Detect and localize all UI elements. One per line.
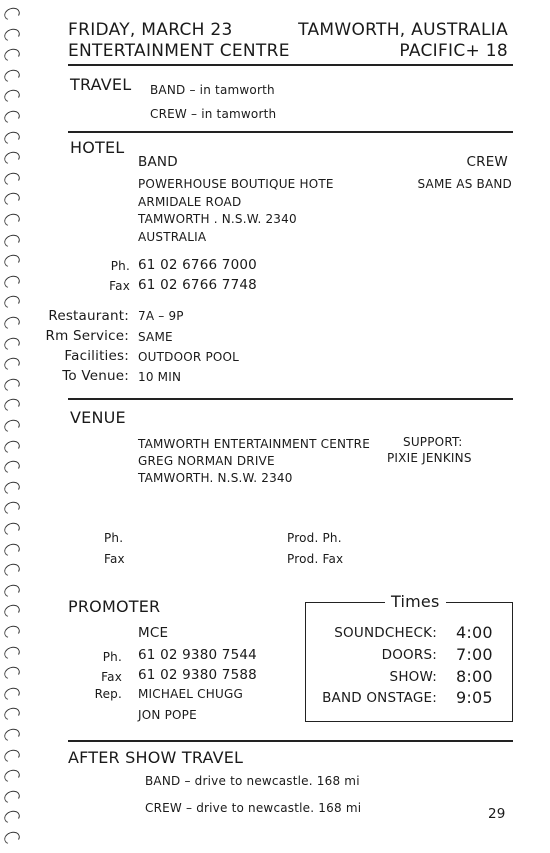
binding-ring — [2, 88, 21, 105]
hotel-detail-value: OUTDOOR POOL — [138, 350, 240, 364]
venue-fax-label: Fax — [104, 552, 125, 566]
binding-ring — [2, 788, 21, 805]
binding-ring — [2, 521, 21, 538]
times-label: BAND ONSTAGE: — [322, 690, 437, 706]
binding-ring — [2, 212, 21, 229]
hotel-detail-label: Restaurant: — [48, 308, 129, 324]
promoter-rep: MICHAEL CHUGG — [138, 687, 243, 701]
binding-ring — [2, 685, 21, 702]
binding-ring — [2, 418, 21, 435]
hotel-crew-value: SAME AS BAND — [417, 177, 512, 191]
hotel-fax: 61 02 6766 7748 — [138, 277, 257, 293]
hotel-address-line: AUSTRALIA — [138, 230, 207, 244]
hotel-band-label: BAND — [138, 154, 178, 170]
hotel-address-line: TAMWORTH . N.S.W. 2340 — [138, 212, 297, 226]
hotel-title: HOTEL — [70, 138, 125, 157]
binding-ring — [2, 253, 21, 270]
binding-ring — [2, 67, 21, 84]
binding-ring — [2, 459, 21, 476]
header-divider — [68, 64, 513, 66]
header-date: FRIDAY, MARCH 23 — [68, 20, 233, 40]
binding-ring — [2, 232, 21, 249]
travel-band: BAND – in tamworth — [150, 83, 275, 97]
hotel-phone: 61 02 6766 7000 — [138, 257, 257, 273]
binding-ring — [2, 438, 21, 455]
times-value: 7:00 — [456, 645, 493, 664]
promoter-rep-label: Rep. — [94, 687, 122, 701]
venue-title: VENUE — [70, 408, 126, 427]
binding-ring — [2, 830, 21, 847]
binding-ring — [2, 294, 21, 311]
times-value: 4:00 — [456, 623, 493, 642]
venue-address-line: TAMWORTH ENTERTAINMENT CENTRE — [138, 437, 371, 451]
venue-address-line: GREG NORMAN DRIVE — [138, 454, 275, 468]
header-venue-name: ENTERTAINMENT CENTRE — [68, 41, 290, 61]
binding-ring — [2, 665, 21, 682]
binding-ring — [2, 603, 21, 620]
promoter-divider — [68, 740, 513, 742]
travel-crew: CREW – in tamworth — [150, 107, 277, 121]
venue-prod-phone-label: Prod. Ph. — [287, 531, 342, 545]
venue-support-label: SUPPORT: — [403, 435, 463, 449]
promoter-phone: 61 02 9380 7544 — [138, 647, 257, 663]
binding-ring — [2, 500, 21, 517]
times-value: 9:05 — [456, 688, 493, 707]
hotel-detail-value: 10 MIN — [138, 370, 182, 384]
hotel-detail-value: SAME — [138, 330, 173, 344]
hotel-divider — [68, 398, 513, 400]
binding-ring — [2, 150, 21, 167]
hotel-detail-label: To Venue: — [62, 368, 129, 384]
binding-ring — [2, 747, 21, 764]
times-value: 8:00 — [456, 667, 493, 686]
hotel-address-line: POWERHOUSE BOUTIQUE HOTE — [138, 177, 334, 191]
times-label: DOORS: — [381, 647, 437, 663]
binding-ring — [2, 191, 21, 208]
binding-ring — [2, 376, 21, 393]
binding-ring — [2, 109, 21, 126]
binding-ring — [2, 356, 21, 373]
travel-divider — [68, 131, 513, 133]
promoter-fax: 61 02 9380 7588 — [138, 667, 257, 683]
binding-ring — [2, 706, 21, 723]
hotel-detail-label: Rm Service: — [45, 328, 129, 344]
page-number: 29 — [488, 806, 506, 822]
promoter-phone-label: Ph. — [102, 650, 122, 664]
spiral-binding — [0, 0, 26, 853]
header-tour-leg: PACIFIC+ 18 — [399, 41, 508, 61]
times-title: Times — [385, 592, 446, 611]
times-label: SHOW: — [389, 669, 437, 685]
after-show-crew: CREW – drive to newcastle. 168 mi — [145, 801, 362, 815]
binding-ring — [2, 562, 21, 579]
binding-ring — [2, 768, 21, 785]
hotel-detail-value: 7A – 9P — [138, 309, 184, 323]
venue-address-line: TAMWORTH. N.S.W. 2340 — [138, 471, 293, 485]
binding-ring — [2, 582, 21, 599]
venue-support-value: PIXIE JENKINS — [387, 451, 472, 465]
hotel-phone-label: Ph. — [110, 259, 130, 273]
binding-ring — [2, 129, 21, 146]
hotel-address-line: ARMIDALE ROAD — [138, 195, 242, 209]
after-show-title: AFTER SHOW TRAVEL — [68, 748, 244, 767]
venue-prod-fax-label: Prod. Fax — [287, 552, 344, 566]
binding-ring — [2, 26, 21, 43]
promoter-fax-label: Fax — [101, 670, 122, 684]
promoter-name: MCE — [138, 625, 169, 641]
hotel-crew-label: CREW — [466, 154, 508, 170]
after-show-band: BAND – drive to newcastle. 168 mi — [145, 774, 360, 788]
venue-phone-label: Ph. — [104, 531, 124, 545]
binding-ring — [2, 541, 21, 558]
travel-title: TRAVEL — [70, 75, 132, 94]
binding-ring — [2, 644, 21, 661]
binding-ring — [2, 397, 21, 414]
binding-ring — [2, 479, 21, 496]
binding-ring — [2, 727, 21, 744]
binding-ring — [2, 624, 21, 641]
binding-ring — [2, 809, 21, 826]
binding-ring — [2, 170, 21, 187]
binding-ring — [2, 273, 21, 290]
promoter-title: PROMOTER — [68, 597, 161, 616]
header-city: TAMWORTH, AUSTRALIA — [298, 20, 508, 40]
times-label: SOUNDCHECK: — [334, 625, 437, 641]
binding-ring — [2, 335, 21, 352]
promoter-rep: JON POPE — [138, 708, 197, 722]
hotel-fax-label: Fax — [109, 279, 130, 293]
binding-ring — [2, 47, 21, 64]
binding-ring — [2, 6, 21, 23]
binding-ring — [2, 315, 21, 332]
hotel-detail-label: Facilities: — [64, 348, 129, 364]
